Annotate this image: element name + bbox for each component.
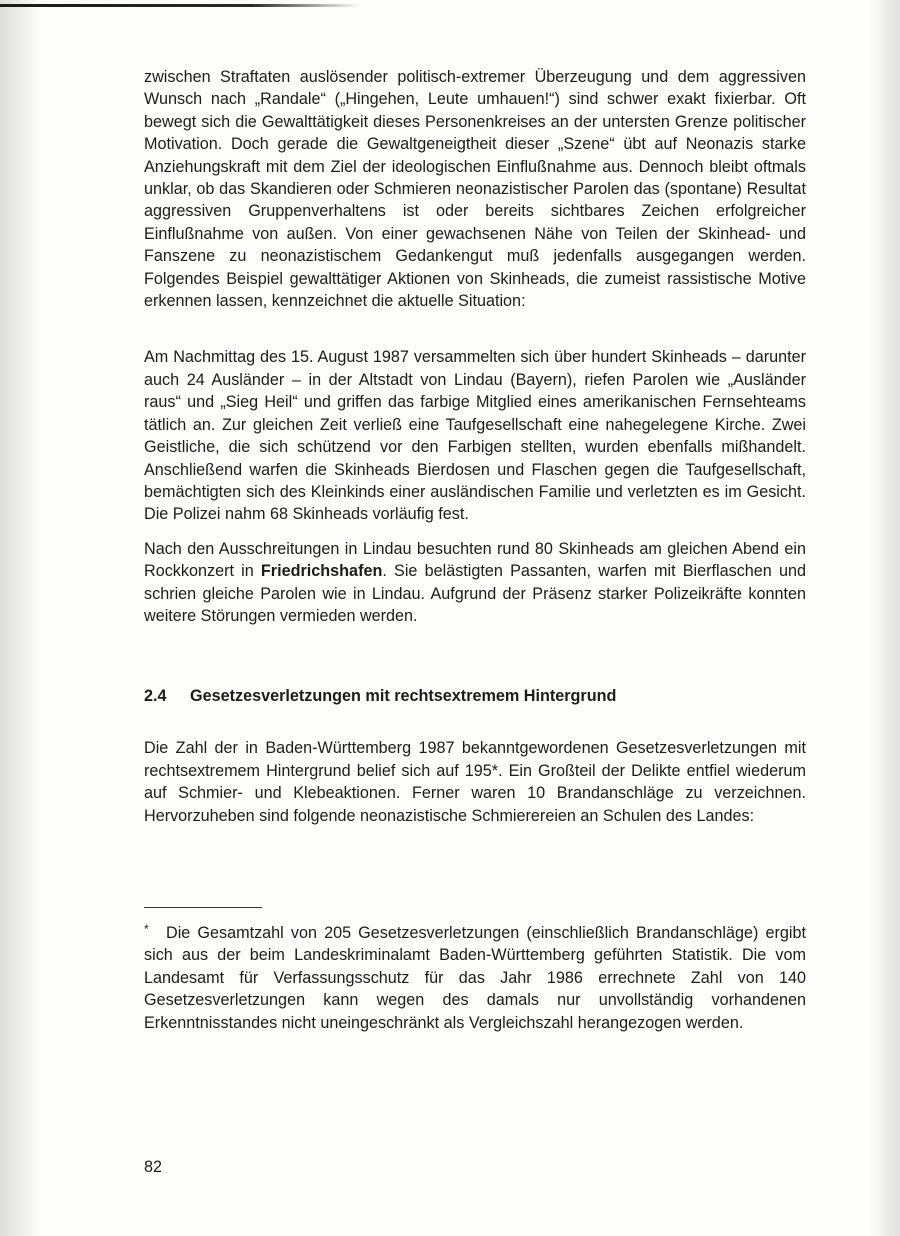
footnote-divider [144, 907, 262, 908]
footnote-text: Die Gesamtzahl von 205 Gesetzesverletzungen (einschließlich Brandanschläge) ergibt sich aus der beim Landeskriminalamt Baden-Württemberg geführten Statistik. Die vom Landesamt für Verfassungsschutz für das Jahr 1986 errechnete Zahl von 140 Gesetzesverletzungen kann wegen des damals nur unvollständig vorhandenen Erkenntnisstandes nicht uneingeschränkt als Vergleichszahl herangezogen werden. [144, 923, 806, 1032]
paragraph-statistics: Die Zahl der in Baden-Württemberg 1987 bekanntgewordenen Gesetzesverletzungen mit rechtsextremem Hintergrund belief sich auf 195*. Ein Großteil der Delikte entfiel wiederum auf Schmier- und Klebeaktionen. Ferner waren 10 Brandanschläge zu verzeichnen. Hervorzuheben sind folgende neonazistische Schmierereien an Schulen des Landes: [144, 739, 806, 825]
page-number: 82 [144, 1158, 163, 1176]
footnote-mark: * [144, 921, 149, 936]
scan-top-line [0, 4, 360, 7]
scan-right-edge [870, 0, 900, 1236]
paragraph-lindau-incident: Am Nachmittag des 15. August 1987 versammelten sich über hundert Skinheads – darunter auch 24 Ausländer – in der Altstadt von Lindau (Bayern), riefen Parolen wie „Ausländer raus“ und „Sieg Heil“ und griffen das farbige Mitglied eines amerikanischen Fernsehteams tätlich an. Zur gleichen Zeit verließ eine Taufgesellschaft eine nahegelegene Kirche. Zwei Geistliche, die sich schützend vor den Farbigen stellten, wurden ebenfalls mißhandelt. Anschließend warfen die Skinheads Bierdosen und Flaschen gegen die Taufgesellschaft, bemächtigten sich des Kleinkinds einer ausländischen Familie und verletzten es im Gesicht. Die Polizei nahm 68 Skinheads vorläufig fest. [144, 348, 806, 524]
paragraph-friedrichshafen-start: Nach den Ausschreitungen in Lindau besuchten rund 80 Skinheads am gleichen Abend ein Rockkonzert in [144, 539, 806, 581]
page-content [144, 66, 806, 1034]
paragraph-friedrichshafen-end: . Sie belästigten Passanten, warfen mit Bierflaschen und schrien gleiche Parolen wie in Lindau. Aufgrund der Präsenz starker Polizeikräfte konnten weitere Störungen vermieden werden. [144, 562, 806, 625]
paragraph-intro: zwischen Straftaten auslösender politisch-extremer Überzeugung und dem aggressiven Wunsch nach „Randale“ („Hingehen, Leute umhauen!“) sind schwer exakt fixierbar. Oft bewegt sich die Gewalttätigkeit dieses Personenkreises an der untersten Grenze politischer Motivation. Doch gerade die Gewaltgeneigtheit dieser „Szene“ übt auf Neonazis starke Anziehungskraft mit dem Ziel der ideologischen Einflußnahme aus. Dennoch bleibt oftmals unklar, ob das Skandieren oder Schmieren neonazistischer Parolen das (spontane) Resultat aggressiven Gruppenverhaltens ist oder bereits sichtbares Zeichen erfolgreicher Einflußnahme von außen. Von einer gewachsenen Nähe von Teilen der Skinhead- und Fanszene zu neonazistischem Gedankengut muß jedenfalls ausgegangen werden. Folgendes Beispiel gewalttätiger Aktionen von Skinheads, die zumeist rassistische Motive erkennen lassen, kennzeichnet die aktuelle Situation: [144, 68, 806, 311]
section-title: Gesetzesverletzungen mit rechtsextremem Hintergrund [190, 687, 617, 706]
place-name-bold: Friedrichshafen [260, 562, 383, 581]
footnote [144, 922, 806, 1034]
scan-left-edge [0, 0, 40, 1236]
paragraph-friedrichshafen [144, 538, 806, 628]
section-heading [144, 685, 806, 707]
section-number: 2.4 [144, 687, 167, 706]
